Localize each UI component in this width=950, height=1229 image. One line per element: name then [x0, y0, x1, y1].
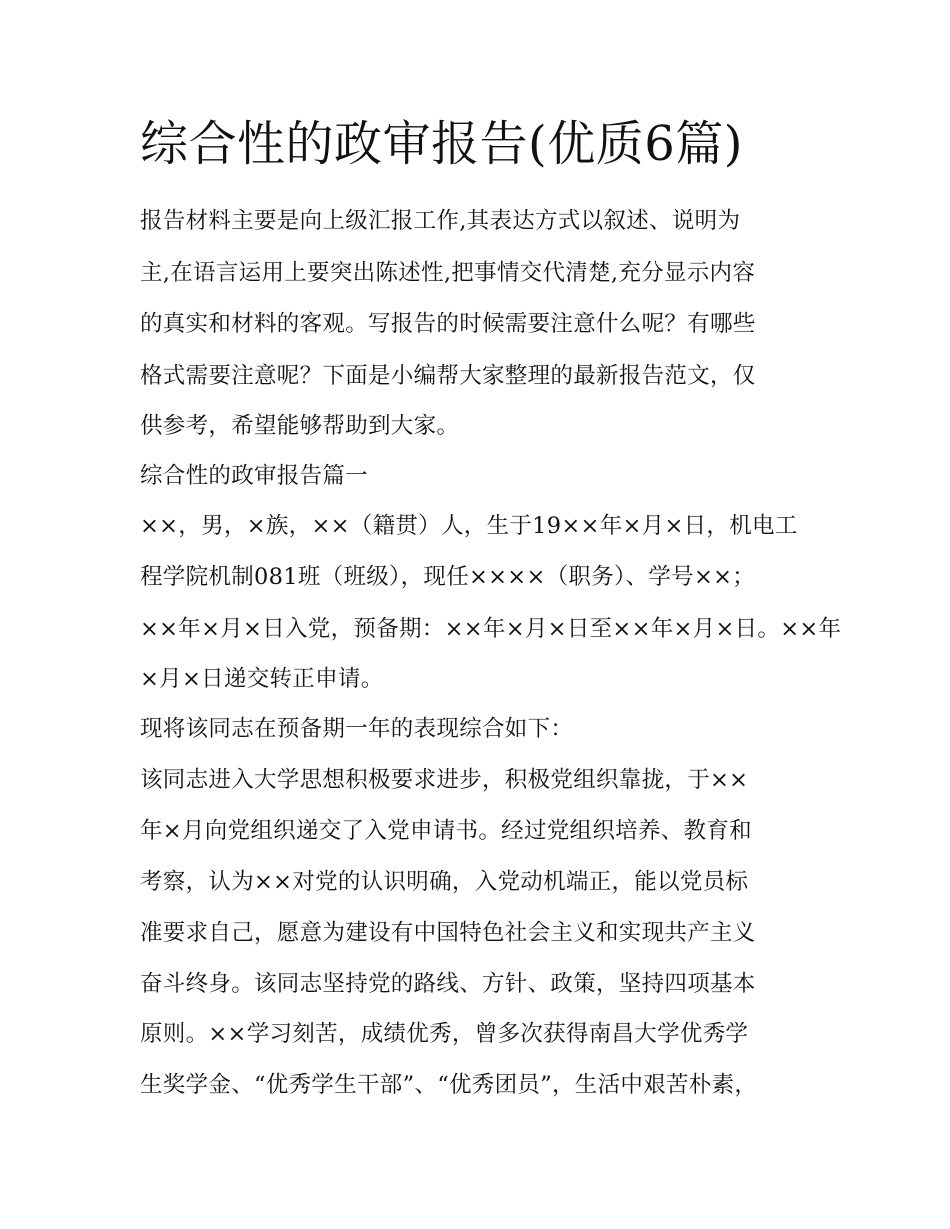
paragraph-line: 报告材料主要是向上级汇报工作,其表达方式以叙述、说明为: [140, 208, 741, 234]
paragraph-line: 原则。××学习刻苦，成绩优秀，曾多次获得南昌大学优秀学: [140, 1021, 749, 1047]
paragraph-line: 生奖学金、“优秀学生干部”、“优秀团员”，生活中艰苦朴素，: [140, 1072, 758, 1098]
paragraph-line: 考察，认为××对党的认识明确，入党动机端正，能以党员标: [140, 869, 749, 895]
paragraph-line: 主,在语言运用上要突出陈述性,把事情交代清楚,充分显示内容: [140, 260, 756, 286]
paragraph-line: 年×月向党组织递交了入党申请书。经过党组织培养、教育和: [140, 818, 752, 844]
paragraph-line: 奋斗终身。该同志坚持党的路线、方针、政策，坚持四项基本: [140, 971, 756, 997]
paragraph-line: ××，男，×族，××（籍贯）人，生于19××年×月×日，机电工: [140, 513, 798, 539]
paragraph-line: 该同志进入大学思想积极要求进步，积极党组织靠拢，于××: [140, 767, 749, 793]
paragraph-line: 供参考，希望能够帮助到大家。: [140, 413, 460, 439]
paragraph-line: 准要求自己，愿意为建设有中国特色社会主义和实现共产主义: [140, 920, 756, 946]
paragraph-line: 的真实和材料的客观。写报告的时候需要注意什么呢？有哪些: [140, 311, 756, 337]
paragraph-line: 现将该同志在预备期一年的表现综合如下：: [140, 716, 574, 742]
paragraph-line: ××年×月×日入党，预备期：××年×月×日至××年×月×日。××年: [140, 616, 842, 642]
document-title: 综合性的政审报告(优质6篇): [140, 116, 743, 172]
paragraph-line: ×月×日递交转正申请。: [140, 666, 384, 692]
paragraph-line: 格式需要注意呢？下面是小编帮大家整理的最新报告范文，仅: [140, 363, 756, 389]
paragraph-line: 程学院机制081班（班级），现任××××（职务）、学号××；: [140, 564, 756, 590]
section-heading: 综合性的政审报告篇一: [140, 463, 369, 489]
